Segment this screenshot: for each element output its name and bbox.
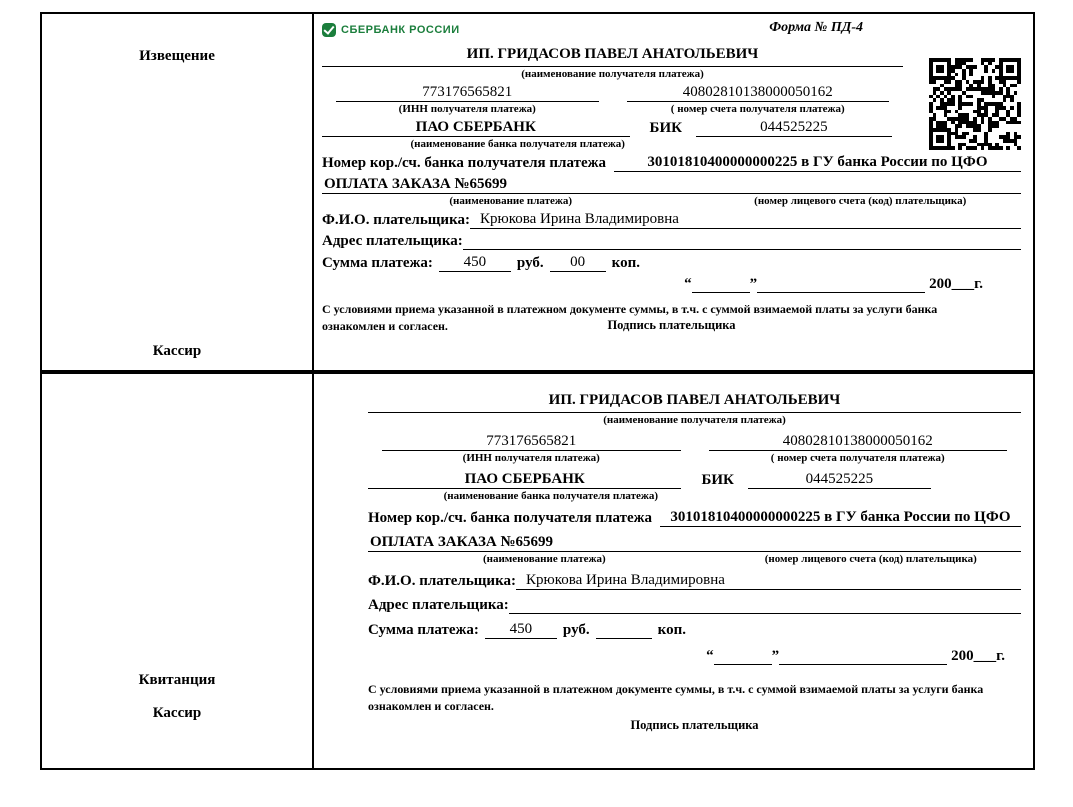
inn-label: (ИНН получателя платежа) (398, 103, 536, 115)
bank-name-value: ПАО СБЕРБАНК (368, 471, 681, 489)
corr-account-value: 30101810400000000225 в ГУ банка России по ЦФО (660, 509, 1021, 527)
rub-label: руб. (516, 255, 544, 271)
bank-name-label-row (322, 138, 1021, 150)
rub-label: руб. (562, 622, 590, 638)
quote-close: ” (771, 648, 780, 664)
payer-name-label: Ф.И.О. плательщика: (322, 212, 470, 228)
payee-name-label-row (368, 414, 1021, 426)
corr-account-label: Номер кор./сч. банка получателя платежа (322, 155, 606, 171)
purpose-labels-row (368, 553, 1021, 565)
corr-account-label: Номер кор./сч. банка получателя платежа (368, 510, 652, 526)
date-month-line (757, 292, 925, 293)
personal-account-label: (номер лицевого счета (код) плательщика) (764, 553, 977, 565)
date-row (322, 276, 1021, 293)
bik-value: 044525225 (748, 471, 931, 489)
notice-title: Извещение (139, 48, 215, 64)
bank-name-value: ПАО СБЕРБАНК (322, 119, 630, 137)
address-row (368, 597, 1021, 614)
quote-open: “ (684, 276, 692, 292)
personal-account-label: (номер лицевого счета (код) плательщика) (754, 195, 967, 207)
corr-account-row (368, 509, 1021, 527)
form-number: Форма № ПД-4 (769, 20, 863, 35)
amount-rub-value: 450 (439, 254, 511, 272)
amount-row (368, 621, 1021, 639)
bank-name-label: (наименование банка получателя платежа) (410, 138, 625, 150)
sberbank-logo-text: СБЕРБАНК РОССИИ (341, 24, 460, 36)
corr-account-row (322, 154, 1021, 172)
year-label: 200___г. (951, 648, 1005, 664)
bik-label: БИК (701, 472, 734, 488)
receipt-title: Квитанция (138, 672, 216, 688)
year-label: 200___г. (929, 276, 983, 292)
personal-account-line (699, 193, 1021, 194)
date-day-line (692, 292, 750, 293)
purpose-label: (наименование платежа) (449, 195, 573, 207)
purpose-row (368, 534, 1021, 552)
quote-open: “ (706, 648, 714, 664)
account-value: 40802810138000050162 (709, 433, 1008, 451)
signature-label: Подпись плательщика (630, 717, 759, 732)
amount-kop-value (596, 638, 652, 639)
notice-header (322, 20, 1021, 44)
payer-name-value: Крюкова Ирина Владимировна (470, 211, 1021, 229)
cashier-label: Кассир (152, 705, 202, 721)
amount-rub-value: 450 (485, 621, 557, 639)
amount-label: Сумма платежа: (368, 622, 479, 638)
payee-name-label: (наименование получателя платежа) (603, 414, 786, 426)
bank-name-label-row (368, 490, 1021, 502)
bank-name-label: (наименование банка получателя платежа) (443, 490, 659, 502)
sberbank-logo (322, 20, 460, 37)
account-value: 40802810138000050162 (627, 84, 890, 102)
kop-label: коп. (657, 622, 686, 638)
agreement-text: С условиями приема указанной в платежном документе суммы, в т.ч. с суммой взимаемой платы за услуги банка ознакомлен и согласен. (322, 302, 938, 333)
payee-name: ИП. ГРИДАСОВ ПАВЕЛ АНАТОЛЬЕВИЧ (368, 392, 1021, 413)
inn-account-row (368, 433, 1021, 451)
kop-label: коп. (611, 255, 640, 271)
receipt-content (314, 374, 1033, 768)
sberbank-logo-icon (322, 23, 336, 37)
signature-label: Подпись плательщика (607, 317, 736, 332)
payer-row (322, 211, 1021, 229)
purpose-label: (наименование платежа) (482, 553, 606, 565)
date-row (368, 648, 1021, 665)
bank-row (368, 471, 1021, 489)
notice-stub (42, 14, 314, 370)
purpose-labels-row (322, 195, 1021, 207)
payer-address-line (509, 613, 1021, 614)
personal-account-line (721, 551, 1021, 552)
payee-name-label-row (322, 68, 903, 80)
bik-value: 044525225 (696, 119, 892, 137)
inn-value: 773176565821 (382, 433, 681, 451)
bik-label: БИК (649, 120, 683, 136)
payer-row (368, 572, 1021, 590)
purpose-row (322, 176, 1021, 194)
date-day-line (714, 664, 772, 665)
receipt-stub (42, 374, 314, 768)
corr-account-value: 30101810400000000225 в ГУ банка России по ЦФО (614, 154, 1021, 172)
payer-name-value: Крюкова Ирина Владимировна (516, 572, 1021, 590)
payer-address-line (463, 249, 1021, 250)
payer-address-label: Адрес плательщика: (322, 233, 463, 249)
inn-label: (ИНН получателя платежа) (462, 452, 600, 464)
payment-purpose: ОПЛАТА ЗАКАЗА №65699 (368, 534, 721, 552)
cashier-label: Кассир (152, 343, 202, 359)
bank-row (322, 119, 1021, 137)
payee-name-label: (наименование получателя платежа) (521, 68, 704, 80)
date-month-line (779, 664, 947, 665)
payer-name-label: Ф.И.О. плательщика: (368, 573, 516, 589)
inn-account-labels (322, 103, 903, 115)
qr-code (929, 58, 1021, 150)
quote-close: ” (749, 276, 758, 292)
notice-content (314, 14, 1033, 370)
amount-kop-value: 00 (550, 254, 606, 272)
amount-row (322, 254, 1021, 272)
payer-address-label: Адрес плательщика: (368, 597, 509, 613)
address-row (322, 233, 1021, 250)
agreement-text: С условиями приема указанной в платежном документе суммы, в т.ч. с суммой взимаемой платы за услуги банка ознакомлен и согласен. (368, 682, 984, 713)
account-label: ( номер счета получателя платежа) (770, 452, 945, 464)
inn-account-labels (368, 452, 1021, 464)
inn-account-row (322, 84, 903, 102)
receipt-section (40, 372, 1035, 770)
account-label: ( номер счета получателя платежа) (670, 103, 845, 115)
inn-value: 773176565821 (336, 84, 599, 102)
notice-section (40, 12, 1035, 372)
amount-label: Сумма платежа: (322, 255, 433, 271)
payee-name: ИП. ГРИДАСОВ ПАВЕЛ АНАТОЛЬЕВИЧ (322, 46, 903, 67)
payment-purpose: ОПЛАТА ЗАКАЗА №65699 (322, 176, 699, 194)
